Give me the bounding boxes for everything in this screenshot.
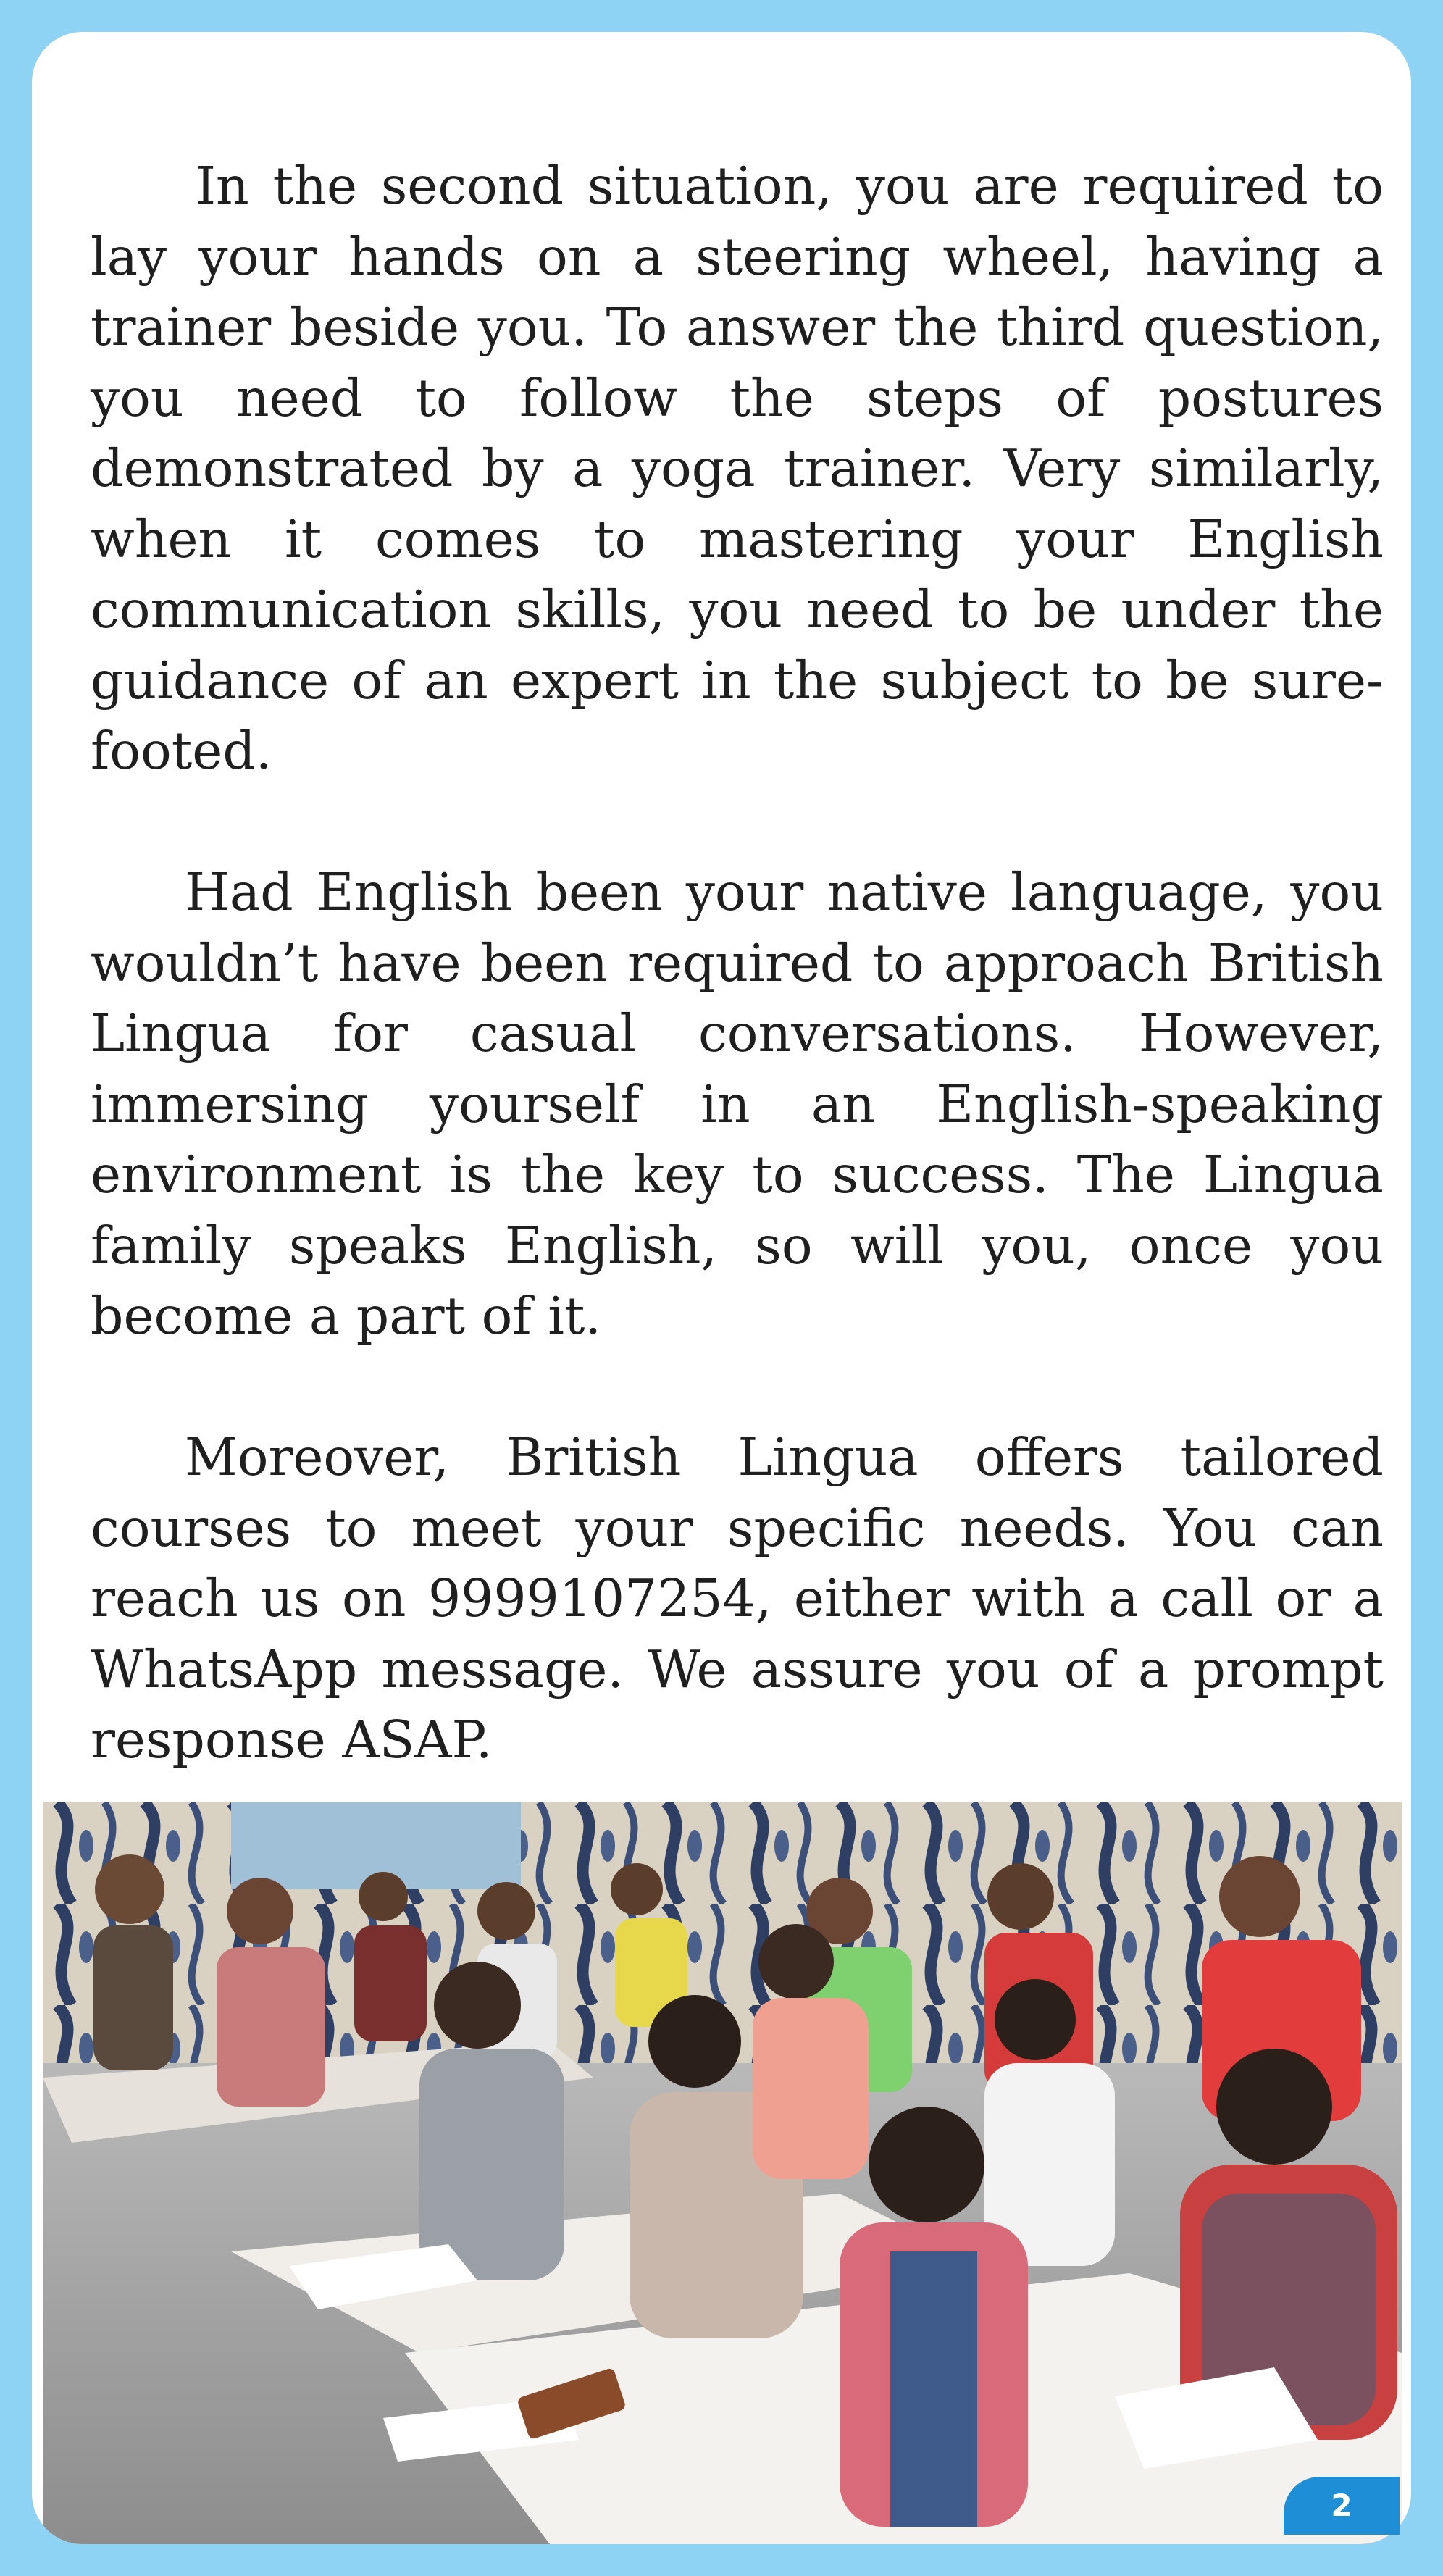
classroom-photo	[43, 1802, 1402, 2544]
paragraph-2: Had English been your native language, you wouldn’t have been required to approach British Lingua for casual conversations. However, immersing yourself in an English-speaking environment is the key to success. The Lingua family speaks English, so will you, once you become a part of it.	[91, 862, 1384, 1346]
body-text	[91, 151, 1384, 1776]
page-number: 2	[1284, 2477, 1400, 2535]
paragraph-3: Moreover, British Lingua offers tailored courses to meet your specific needs. You can reach us on 9999107254, either with a call or a WhatsApp message. We assure you of a prompt response ASAP.	[91, 1427, 1384, 1770]
page-card	[32, 32, 1411, 2544]
paragraph-1: In the second situation, you are required to lay your hands on a steering wheel, having a trainer beside you. To answer the third question, you need to follow the steps of postures demonstrated by a yoga trainer. Very similarly, when it comes to mastering your English communication skills, you need to be under the guidance of an expert in the subject to be sure-footed.	[91, 156, 1384, 781]
